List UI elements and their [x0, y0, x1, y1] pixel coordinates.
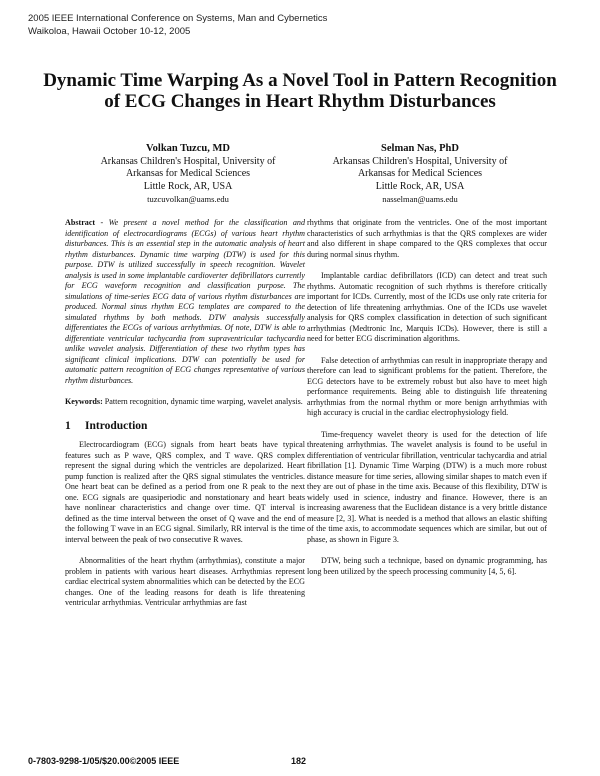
keywords-text: Pattern recognition, dynamic time warping, wavelet analysis.: [102, 397, 303, 406]
author-name: Selman Nas, PhD: [381, 143, 459, 154]
paragraph: Implantable cardiac defibrillators (ICD) can detect and treat such rhythms. Automatic recognition of such rhythms is therefore critically important for ICDs. Currently, most of the ICDs use only rate criteria for detection of life threatening arrhythmias. One of the ICDs use wavelet analysis for QRS complex classification in detection of such significant arrhythmias (Medtronic Inc, Marquis ICDs). However, there is still a need for better ECG discrimination algorithms.: [307, 271, 547, 343]
author-affiliation: Arkansas Children's Hospital, University of: [100, 155, 276, 167]
page-number: 182: [291, 756, 307, 766]
author-affiliation: Arkansas Children's Hospital, University of: [332, 155, 508, 167]
conference-header: [28, 12, 327, 38]
right-column: [307, 218, 547, 577]
abstract-text: - We present a novel method for the classification and identification of electrocardiograms (ECGs) of various heart rhythm disturbances. This is an essential step in the automatic analysis of heart rhythm disturbances. Dynamic time warping (DTW) is used for this purpose. DTW is utilized successfully in speech recognition. Wavelet analysis is used in some implantable cardioverter defibrillators currently for ECG waveform recognition and classification purpose. The simulations of time-series ECG data of various rhythm disturbances are produced. Normal sinus rhythm ECG templates are compared to the simulated rhythms by both methods. DTW analysis successfully differentiates the ECGs of various arrhythmias. Of note, DTW is able to differentiate ventricular tachycardia from supraventricular tachycardia unlike wavelet analysis. Differentiation of these two rhythm types has significant clinical implications. DTW can potentially be used for automatic pattern recognition of ECG changes representative of various rhythm disturbances.: [65, 218, 305, 385]
paragraph: False detection of arrhythmias can result in inappropriate therapy and therefore can lead to significant problems for the patient. Therefore, the ECG detectors have to be extremely robust but also have to meet high performance requirements. Being able to distinguish life threatening arrhythmias from the normal rhythm or more benign arrhythmias with high accuracy is crucial in the cardiac electrophysiology field.: [307, 355, 547, 417]
paper-title: Dynamic Time Warping As a Novel Tool in Pattern Recognition of ECG Changes in Heart Rhythm Disturbances: [43, 70, 557, 112]
abstract-label: Abstract: [65, 218, 96, 227]
author-location: Little Rock, AR, USA: [375, 180, 465, 192]
paragraph: rhythms that originate from the ventricles. One of the most important characteristics of such arrhythmias is that the QRS complexes are wider and also different in shape compared to the QRS complexes that occur during normal sinus rhythm.: [307, 218, 547, 259]
author-affiliation: Arkansas for Medical Sciences: [125, 168, 251, 179]
page-footer: [28, 756, 573, 766]
section-number: 1: [65, 419, 71, 432]
author-email: nasselman@uams.edu: [382, 194, 458, 204]
keywords: [65, 397, 305, 408]
left-column: [65, 218, 305, 609]
isbn-line: 0-7803-9298-1/05/$20.00©2005 IEEE: [28, 756, 180, 766]
section-heading: [65, 421, 305, 432]
author-location: Little Rock, AR, USA: [143, 180, 233, 192]
section-title: Introduction: [85, 419, 148, 432]
author-email: tuzcuvolkan@uams.edu: [147, 194, 229, 204]
author-affiliation: Arkansas for Medical Sciences: [357, 168, 483, 179]
paragraph: Electrocardiogram (ECG) signals from heart beats have typical features such as P wave, QRS complex, and T wave. QRS complex represent the signal during which the ventricles are depolarized. Heart pump function is realized after the QRS signal stimulates the ventricles. One heart beat can be defined as a period from one R peak to the next one. ECG signals are quasiperiodic and nonstationary and heart beats have nonlinear characteristics and change over time. QT interval is defined as the time interval between the onset of Q wave and the end of the following T wave in an ECG signal. Similarly, RR interval is the time interval between the peak of two consecutive R waves.: [65, 440, 305, 544]
author-name: Volkan Tuzcu, MD: [146, 143, 230, 154]
keywords-label: Keywords:: [65, 397, 103, 406]
author-block-1: [68, 143, 308, 206]
conference-location: Waikoloa, Hawaii October 10-12, 2005: [28, 26, 191, 37]
author-block-2: [300, 143, 540, 206]
paragraph: Time-frequency wavelet theory is used for the detection of life threatening arrhythmias. The wavelet analysis is found to be useful in differentiation of ventricular fibrillation, ventricular tachycardia and atrial fibrillation [1]. Dynamic Time Warping (DTW) is a much more robust distance measure for time series, allowing similar shapes to match even if they are out of phase in the time axis. Because of this flexibility, DTW is widely used in science, industry and finance. However, there is an increasing awareness that the Euclidean distance is a very brittle distance measure [2, 3]. What is needed is a method that allows an elastic shifting of the time axis, to accommodate sequences which are similar, but out of phase, as shown in Figure 3.: [307, 429, 547, 544]
conference-name: 2005 IEEE International Conference on Systems, Man and Cybernetics: [28, 13, 328, 24]
paragraph: DTW, being such a technique, based on dynamic programming, has long been utilized by the speech processing community [4, 5, 6].: [307, 556, 547, 576]
paragraph: Abnormalities of the heart rhythm (arrhythmias), constitute a major problem in patients with various heart diseases. Arrhythmias represent cardiac electrical system abnormalities which can be detected by the ECG changes. One of the leading reasons for death is life threatening ventricular arrhythmias. Ventricular arrhythmias are fast: [65, 556, 305, 607]
abstract: [65, 218, 305, 386]
